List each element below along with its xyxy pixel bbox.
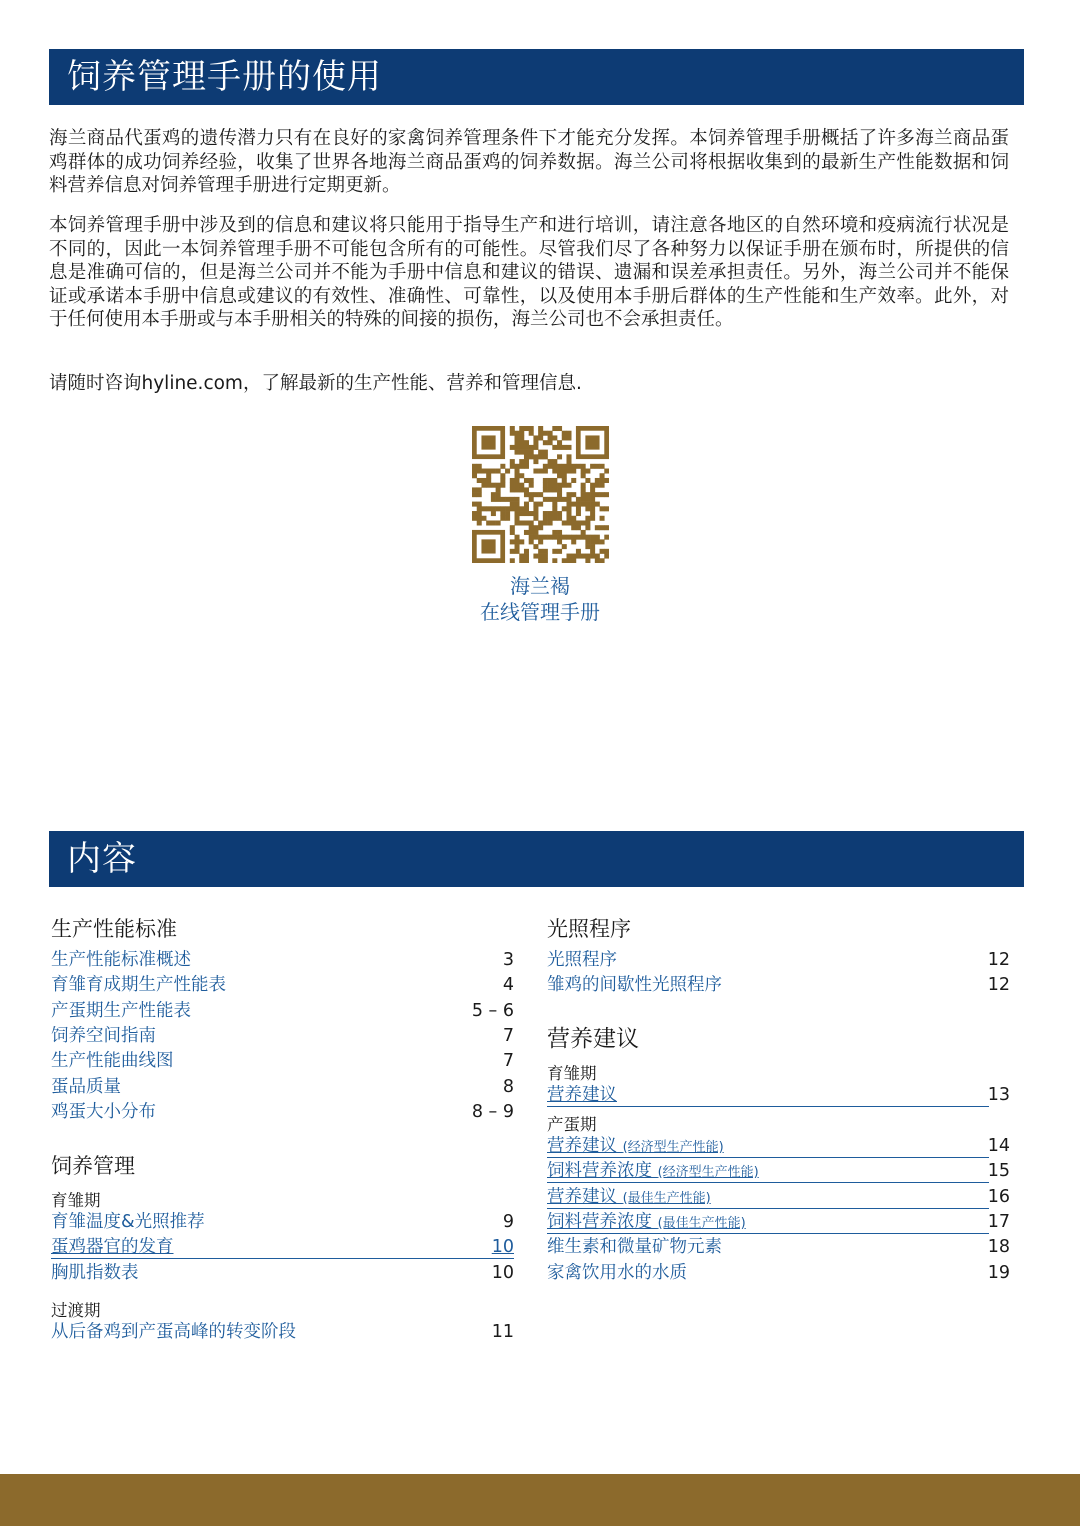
toc-row-label[interactable] — [547, 1159, 759, 1185]
toc-row-page-wrap — [988, 1210, 1010, 1234]
footer-bar — [0, 1474, 1080, 1526]
toc-row-label[interactable]: 胸肌指数表 — [51, 1263, 139, 1283]
contents-title: 内容 — [67, 839, 137, 879]
toc-row[interactable] — [547, 1159, 989, 1183]
toc-subheading-brooding: 育雏期 — [51, 1191, 101, 1210]
toc-row[interactable] — [51, 1024, 514, 1048]
toc-row-label[interactable]: 维生素和微量矿物元素 — [547, 1237, 722, 1257]
toc-row-page: 9 — [502, 1212, 514, 1232]
toc-row[interactable] — [51, 973, 514, 997]
toc-row-label-note: (最佳生产性能) — [657, 1216, 746, 1231]
toc-row-label[interactable]: 光照程序 — [547, 950, 617, 970]
toc-row[interactable] — [51, 1210, 514, 1234]
toc-row-page: 7 — [502, 1026, 514, 1046]
toc-row-page-wrap — [988, 1185, 1010, 1209]
toc-row-label-main[interactable]: 饲料营养浓度 — [547, 1212, 652, 1232]
toc-row-page: 10 — [491, 1237, 514, 1257]
qr-code[interactable] — [472, 426, 609, 563]
toc-row[interactable] — [51, 1320, 514, 1344]
toc-row-label[interactable]: 蛋品质量 — [51, 1077, 121, 1097]
toc-subheading-laying: 产蛋期 — [547, 1115, 597, 1134]
toc-row-page: 14 — [987, 1136, 1010, 1156]
toc-row-label[interactable]: 营养建议 — [547, 1085, 617, 1105]
toc-row[interactable] — [51, 1100, 514, 1124]
toc-row-page: 10 — [491, 1263, 514, 1283]
intro-paragraph-2: 本饲养管理手册中涉及到的信息和建议将只能用于指导生产和进行培训，请注意各地区的自然环境和疫病流行状况是不同的，因此一本饲养管理手册不可能包含所有的可能性。尽管我们尽了各种努力以保证手册在颁布时，所提供的信息是准确可信的，但是海兰公司并不能为手册中信息和建议的错误、遗漏和误差承担责任。另外，海兰公司并不能保证或承诺本手册中信息或建议的有效性、准确性、可靠性，以及使用本手册后群体的生产性能和生产效率。此外，对于任何使用本手册或与本手册相关的特殊的间接的损伤，海兰公司也不会承担责任。 — [49, 215, 1009, 330]
qr-caption-product[interactable]: 海兰褐 — [510, 574, 570, 598]
toc-row-label[interactable]: 产蛋期生产性能表 — [51, 1001, 191, 1021]
toc-row[interactable] — [51, 1261, 514, 1285]
toc-row-label[interactable]: 鸡蛋大小分布 — [51, 1102, 156, 1122]
toc-row-label[interactable] — [547, 1185, 711, 1211]
toc-section-management: 饲养管理 — [51, 1154, 135, 1178]
toc-row-page: 8 – 9 — [471, 1102, 514, 1122]
toc-section-lighting: 光照程序 — [547, 917, 631, 941]
toc-row-label[interactable] — [547, 1210, 746, 1236]
toc-row-page: 12 — [987, 975, 1010, 995]
usage-banner — [49, 49, 1024, 105]
contents-banner — [49, 831, 1024, 887]
toc-row-label[interactable]: 雏鸡的间歇性光照程序 — [547, 975, 722, 995]
toc-row-page: 13 — [987, 1085, 1010, 1105]
toc-row-label[interactable]: 蛋鸡器官的发育 — [51, 1237, 174, 1257]
toc-row-label-main[interactable]: 营养建议 — [547, 1136, 617, 1156]
toc-section-nutrition: 营养建议 — [547, 1026, 639, 1052]
toc-row-page-wrap — [988, 1159, 1010, 1183]
toc-row-page: 18 — [987, 1237, 1010, 1257]
toc-row[interactable] — [547, 1134, 989, 1158]
toc-row-label-note: (最佳生产性能) — [622, 1191, 711, 1206]
toc-row[interactable] — [547, 1210, 989, 1234]
toc-row-label[interactable]: 饲养空间指南 — [51, 1026, 156, 1046]
toc-row-label[interactable]: 育雏育成期生产性能表 — [51, 975, 226, 995]
toc-row-page: 3 — [502, 950, 514, 970]
usage-title: 饲养管理手册的使用 — [67, 57, 382, 97]
toc-row-label-main[interactable]: 饲料营养浓度 — [547, 1161, 652, 1181]
toc-row[interactable] — [547, 948, 1010, 972]
toc-row-page-wrap — [988, 1134, 1010, 1158]
toc-subheading-brooding-right: 育雏期 — [547, 1064, 597, 1083]
toc-row-page: 19 — [987, 1263, 1010, 1283]
qr-code-icon — [472, 426, 609, 563]
toc-row-page: 5 – 6 — [471, 1001, 514, 1021]
toc-section-performance: 生产性能标准 — [51, 917, 177, 941]
toc-row-label[interactable]: 生产性能标准概述 — [51, 950, 191, 970]
toc-row-page: 4 — [502, 975, 514, 995]
toc-row-page: 12 — [987, 950, 1010, 970]
toc-row[interactable] — [547, 973, 1010, 997]
toc-row[interactable] — [51, 948, 514, 972]
toc-row[interactable] — [51, 1235, 514, 1259]
toc-row[interactable] — [51, 1049, 514, 1073]
toc-row[interactable] — [547, 1261, 1010, 1285]
toc-row-label[interactable] — [547, 1134, 724, 1160]
toc-row-label[interactable]: 生产性能曲线图 — [51, 1051, 174, 1071]
toc-row-label[interactable]: 从后备鸡到产蛋高峰的转变阶段 — [51, 1322, 296, 1342]
toc-row-page: 15 — [987, 1161, 1010, 1181]
toc-row-page: 17 — [987, 1212, 1010, 1232]
toc-row-page: 7 — [502, 1051, 514, 1071]
toc-row-label-main[interactable]: 营养建议 — [547, 1187, 617, 1207]
toc-subheading-transition: 过渡期 — [51, 1301, 101, 1320]
toc-row-label-note: (经济型生产性能) — [622, 1140, 724, 1155]
toc-row-label[interactable]: 育雏温度&光照推荐 — [51, 1212, 205, 1232]
toc-row[interactable] — [547, 1235, 1010, 1259]
toc-row-page: 8 — [502, 1077, 514, 1097]
toc-row-label[interactable]: 家禽饮用水的水质 — [547, 1263, 687, 1283]
toc-row-label-note: (经济型生产性能) — [657, 1165, 759, 1180]
qr-caption-online-manual[interactable]: 在线管理手册 — [480, 600, 600, 624]
toc-row[interactable] — [547, 1185, 989, 1209]
toc-row[interactable] — [547, 1083, 989, 1107]
toc-row-page: 16 — [987, 1187, 1010, 1207]
intro-paragraph-1: 海兰商品代蛋鸡的遗传潜力只有在良好的家禽饲养管理条件下才能充分发挥。本饲养管理手册概括了许多海兰商品蛋鸡群体的成功饲养经验，收集了世界各地海兰商品蛋鸡的饲养数据。海兰公司将根据收集到的最新生产性能数据和饲料营养信息对饲养管理手册进行定期更新。 — [49, 128, 1009, 196]
toc-row[interactable] — [51, 999, 514, 1023]
toc-row[interactable] — [51, 1075, 514, 1099]
toc-row-page-wrap — [988, 1083, 1010, 1107]
intro-paragraph-3: 请随时咨询hyline.com，了解最新的生产性能、营养和管理信息. — [49, 373, 582, 394]
toc-row-page: 11 — [491, 1322, 514, 1342]
